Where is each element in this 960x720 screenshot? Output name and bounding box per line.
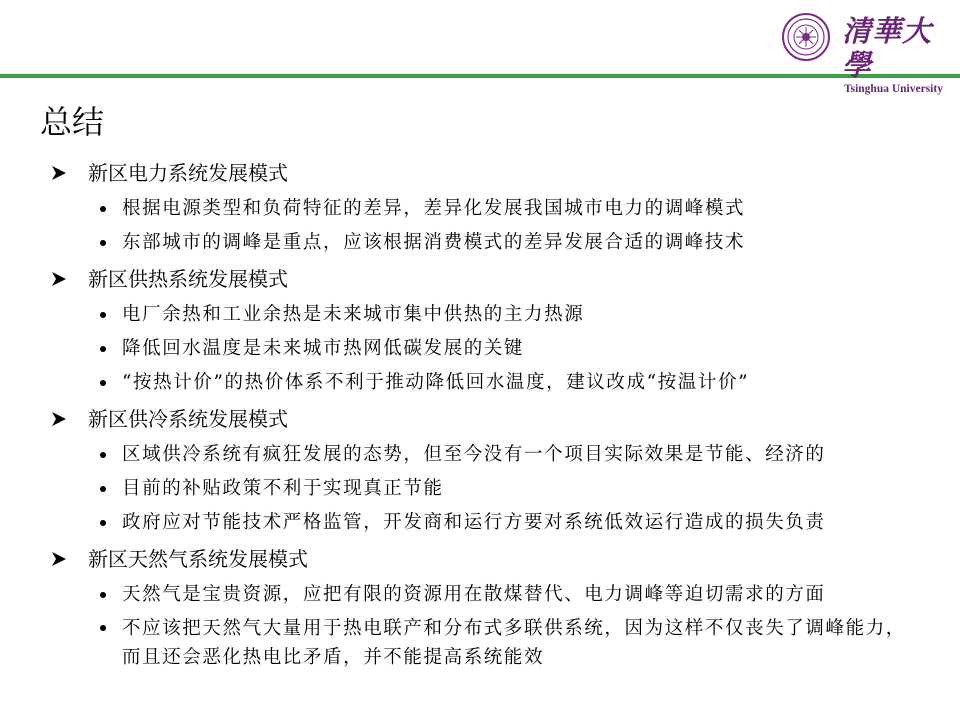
arrow-bullet-icon	[50, 410, 68, 428]
slide-header	[0, 0, 960, 95]
section-heading-text: 新区供热系统发展模式	[88, 267, 288, 291]
section-heading	[0, 260, 960, 298]
bullet-text: 降低回水温度是未来城市热网低碳发展的关键	[122, 338, 525, 359]
bullet-text: 东部城市的调峰是重点，应该根据消费模式的差异发展合适的调峰技术	[122, 232, 746, 253]
bullet-dot-icon	[100, 240, 106, 246]
bullet-text: 天然气是宝贵资源，应把有限的资源用在散煤替代、电力调峰等迫切需求的方面	[122, 584, 826, 605]
summary-section	[0, 400, 960, 540]
bullet-item	[0, 366, 960, 400]
bullet-item	[0, 192, 960, 226]
bullet-dot-icon	[100, 592, 106, 598]
header-divider	[0, 74, 960, 78]
bullet-text: “按热计价”的热价体系不利于推动降低回水温度，建议改成“按温计价”	[122, 372, 750, 393]
bullet-list	[0, 578, 960, 672]
logo-english-name: Tsinghua University	[844, 83, 943, 95]
bullet-text: 不应该把天然气大量用于热电联产和分布式多联供系统，因为这样不仅丧失了调峰能力，而且还会恶化热电比矛盾，并不能提高系统能效	[122, 618, 906, 668]
bullet-text: 目前的补贴政策不利于实现真正节能	[122, 478, 444, 499]
bullet-item	[0, 506, 960, 540]
summary-section	[0, 260, 960, 400]
page-title: 总结	[40, 103, 105, 141]
bullet-list	[0, 192, 960, 260]
bullet-dot-icon	[100, 625, 106, 631]
section-heading	[0, 540, 960, 578]
bullet-dot-icon	[100, 346, 106, 352]
bullet-text: 政府应对节能技术严格监管，开发商和运行方要对系统低效运行造成的损失负责	[122, 512, 826, 533]
summary-section	[0, 154, 960, 260]
university-logo	[842, 14, 950, 96]
bullet-dot-icon	[100, 520, 106, 526]
bullet-list	[0, 438, 960, 540]
section-heading	[0, 400, 960, 438]
bullet-item	[0, 438, 960, 472]
bullet-item	[0, 472, 960, 506]
bullet-text: 根据电源类型和负荷特征的差异，差异化发展我国城市电力的调峰模式	[122, 198, 746, 219]
arrow-bullet-icon	[50, 164, 68, 182]
summary-section	[0, 540, 960, 672]
arrow-bullet-icon	[50, 550, 68, 568]
bullet-text: 电厂余热和工业余热是未来城市集中供热的主力热源	[122, 304, 585, 325]
bullet-dot-icon	[100, 380, 106, 386]
section-heading-text: 新区天然气系统发展模式	[88, 547, 308, 571]
bullet-dot-icon	[100, 206, 106, 212]
bullet-item	[0, 578, 960, 612]
bullet-list	[0, 298, 960, 400]
bullet-item	[0, 298, 960, 332]
bullet-dot-icon	[100, 486, 106, 492]
bullet-dot-icon	[100, 452, 106, 458]
bullet-item	[0, 226, 960, 260]
arrow-bullet-icon	[50, 270, 68, 288]
section-heading-text: 新区电力系统发展模式	[88, 161, 288, 185]
bullet-item	[0, 612, 960, 672]
section-heading	[0, 154, 960, 192]
bullet-text: 区域供冷系统有疯狂发展的态势，但至今没有一个项目实际效果是节能、经济的	[122, 444, 826, 465]
summary-content	[0, 154, 960, 672]
logo-chinese-name: 清華大學	[842, 14, 933, 82]
bullet-dot-icon	[100, 312, 106, 318]
bullet-item	[0, 332, 960, 366]
section-heading-text: 新区供冷系统发展模式	[88, 407, 288, 431]
tsinghua-seal-icon	[782, 13, 830, 61]
